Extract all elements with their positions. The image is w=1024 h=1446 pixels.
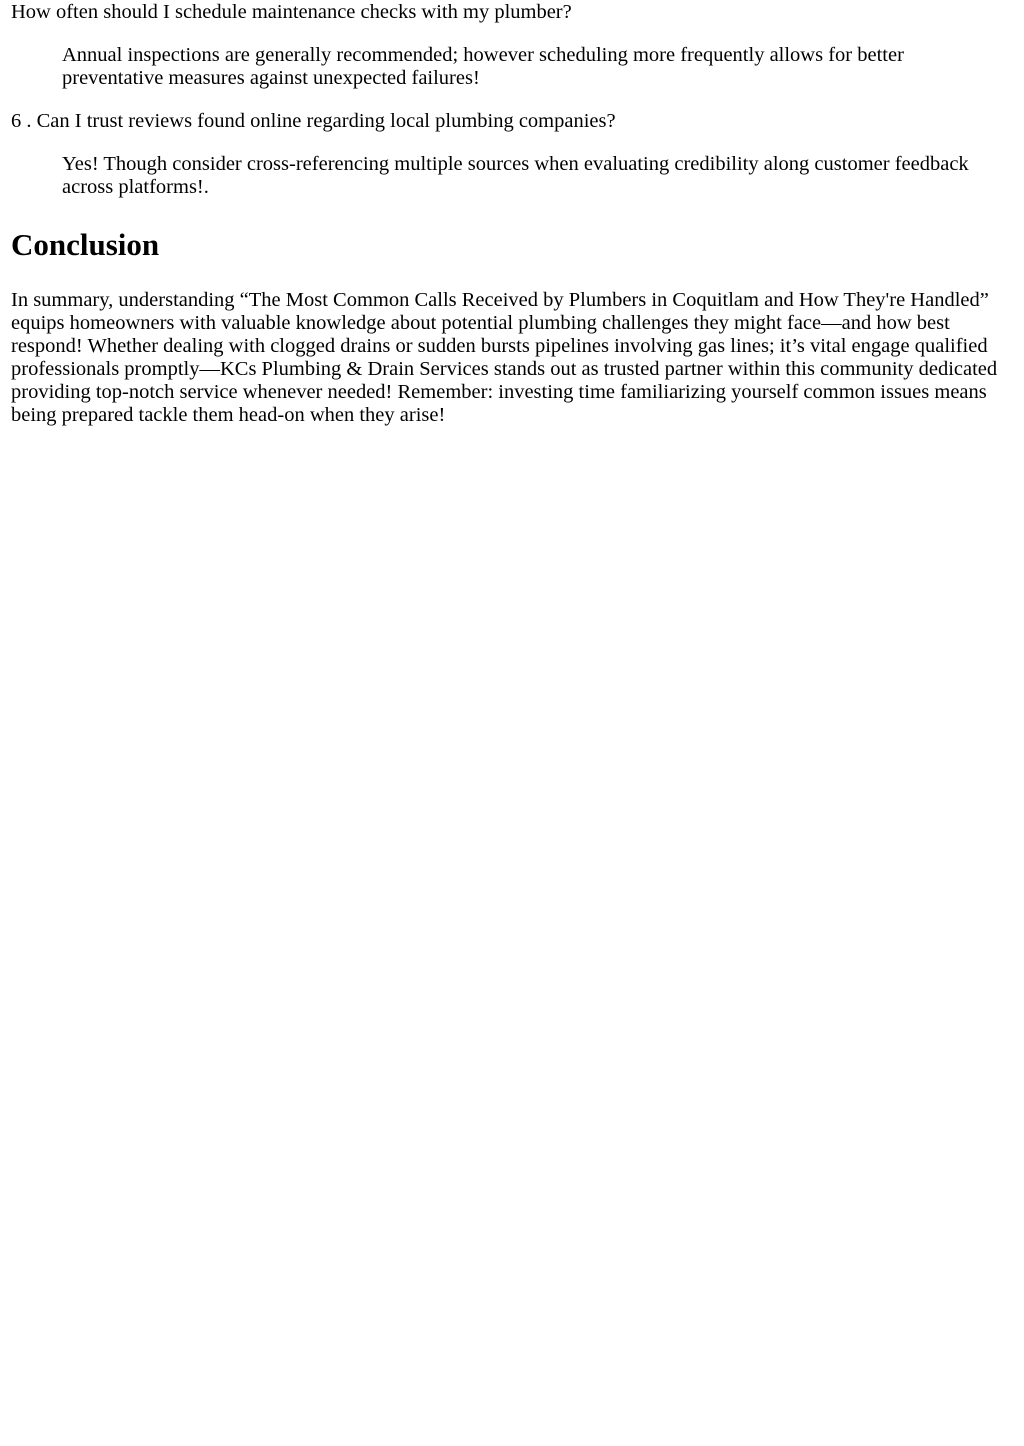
faq-question-reviews: 6 . Can I trust reviews found online regarding local plumbing companies? <box>11 110 616 132</box>
faq-answer-maintenance: Annual inspections are generally recommended; however scheduling more frequently allows for better preventative measures against unexpected failures! <box>62 44 904 89</box>
faq-question-maintenance: How often should I schedule maintenance checks with my plumber? <box>11 1 572 23</box>
conclusion-paragraph: In summary, understanding “The Most Common Calls Received by Plumbers in Coquitlam and How They're Handled” equips homeowners with valuable knowledge about potential plumbing challenges they might face—and how best respond! Whether dealing with clogged drains or sudden bursts pipelines involving gas lines; it’s vital engage qualified professionals promptly—KCs Plumbing & Drain Services stands out as trusted partner within this community dedicated providing top-notch service whenever needed! Remember: investing time familiarizing yourself common issues means being prepared tackle them head-on when they arise! <box>11 289 998 426</box>
conclusion-heading: Conclusion <box>11 227 160 262</box>
faq-answer-reviews: Yes! Though consider cross-referencing multiple sources when evaluating credibility along customer feedback across platforms!. <box>62 153 969 198</box>
